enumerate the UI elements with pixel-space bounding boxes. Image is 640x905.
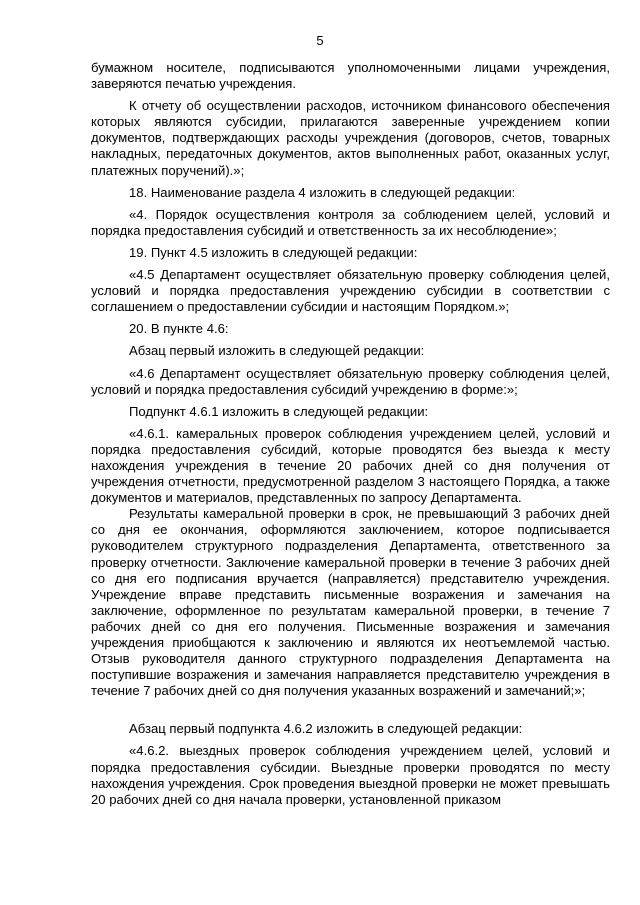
paragraph-subclause-4-6-2: «4.6.2. выездных проверок соблюдения учреждением целей, условий и порядка предоставления субсидии. Выездные проверки проводятся по месту нахождения учреждения. Срок проведения выездной проверки не может превышать 20 рабочих дней со дня начала проверки, установленной приказом — [91, 743, 610, 807]
paragraph-camera-check-results: Результаты камеральной проверки в срок, не превышающий 3 рабочих дней со дня ее окончания, оформляются заключением, которое подписывается руководителем структурного подразделения Департамента, ответственного за проверку отчетности. Заключение камеральной проверки в течение 3 рабочих дней со дня его подписания вручается (направляется) представителю учреждения. Учреждение вправе представить письменные возражения и замечания на заключение, оформленное по результатам камеральной проверки, в течение 7 рабочих дней со дня его получения. Письменные возражения и замечания учреждения приобщаются к заключению и являются их неотъемлемой частью. Отзыв руководителя данного структурного подразделения Департамента на поступившие возражения и замечания направляется представителю учреждения в течение 7 рабочих дней со дня получения указанных возражений и замечаний;»; — [91, 506, 610, 699]
paragraph-clause-4-5: «4.5 Департамент осуществляет обязательную проверку соблюдения целей, условий и порядка предоставления учреждению субсидии в соответствии с соглашением о предоставлении субсидии и настоящим Порядком.»; — [91, 267, 610, 315]
paragraph-item-19: 19. Пункт 4.5 изложить в следующей редакции: — [129, 244, 418, 260]
paragraph-subclause-4-6-1-intro: Подпункт 4.6.1 изложить в следующей редакции: — [129, 403, 429, 419]
paragraph-section-4-title: «4. Порядок осуществления контроля за соблюдением целей, условий и порядка предоставления субсидий и ответственность за их несоблюдение»; — [91, 206, 610, 238]
paragraph-subclause-4-6-1: «4.6.1. камеральных проверок соблюдения учреждением целей, условий и порядка предоставления субсидий, которые проводятся без выезда к месту нахождения учреждения в течение 20 рабочих дней со дня получения от учреждения отчетности, предусмотренной разделом 3 настоящего Порядка, а также документов и материалов, представленных по запросу Департамента. — [91, 425, 610, 506]
document-body — [91, 60, 610, 808]
paragraph-first-abzac: Абзац первый изложить в следующей редакции: — [129, 343, 425, 359]
paragraph-item-20: 20. В пункте 4.6: — [129, 321, 229, 337]
paragraph-clause-4-6: «4.6 Департамент осуществляет обязательную проверку соблюдения целей, условий и порядка предоставления субсидий учреждению в форме:»; — [91, 365, 610, 397]
paragraph-report-attachments: К отчету об осуществлении расходов, источником финансового обеспечения которых являются субсидии, прилагаются заверенные учреждением копии документов, подтверждающих расходы учреждения (договоров, счетов, товарных накладных, передаточных документов, актов выполненных работ, оказанных услуг, платежных поручений).»; — [91, 98, 610, 178]
paragraph-item-18: 18. Наименование раздела 4 изложить в следующей редакции: — [129, 184, 516, 200]
paragraph-subclause-4-6-2-intro: Абзац первый подпункта 4.6.2 изложить в следующей редакции: — [129, 721, 523, 737]
paragraph-continuation: бумажном носителе, подписываются уполномоченными лицами учреждения, заверяются печатью учреждения. — [91, 60, 610, 92]
page-number: 5 — [316, 33, 324, 48]
